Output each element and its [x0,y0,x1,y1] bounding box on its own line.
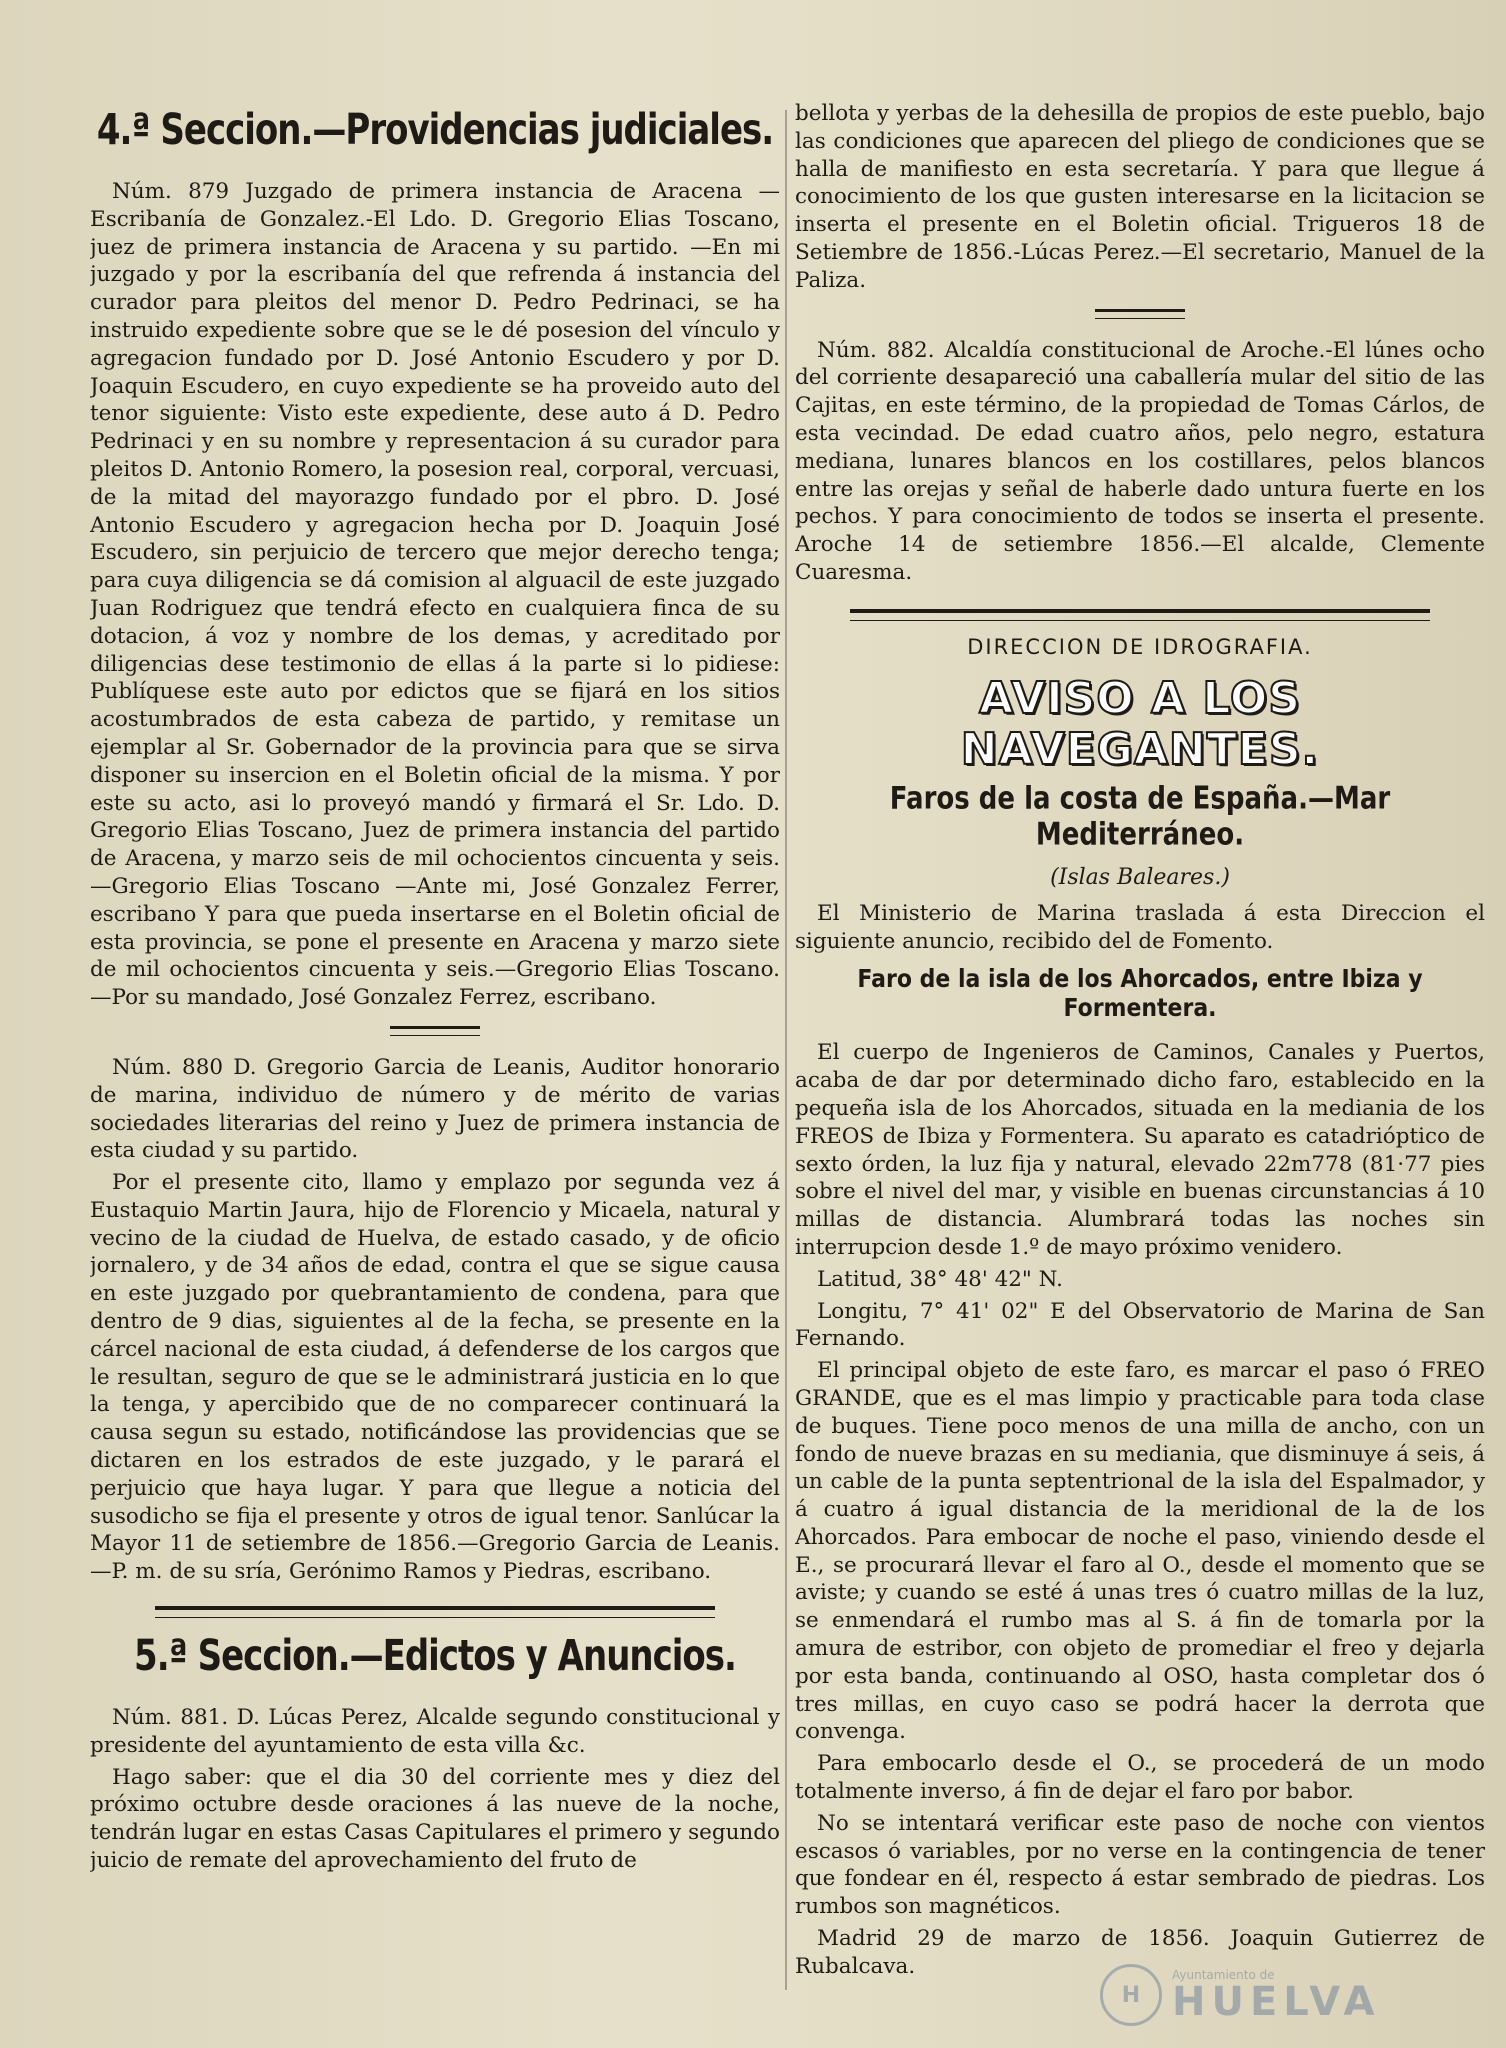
islas-subheading: (Islas Baleares.) [1050,864,1230,890]
short-rule [1095,309,1185,319]
section-4-title: 4.ª Seccion.—Providencias judiciales. [96,105,774,155]
madrid-signature: Madrid 29 de marzo de 1856. Joaquin Gutierrez de Rubalcava. [795,1926,1485,1979]
right-column [795,100,1485,2030]
faros-heading: Faros de la costa de España.—Mar Mediterráneo. [889,780,1391,853]
faro-paragraph-2: El principal objeto de este faro, es marcar el paso ó FREO GRANDE, que es el mas limpio y practicable para toda clase de buques. Tiene poco menos de una milla de ancho, con un fondo de nueve brazas en su mediania, que disminuye á seis, á un cable de la punta septentrional de la isla del Espalmador, y á cuatro á igual distancia de la meridional de la de los Ahorcados. Para embocar de noche el paso, viniendo desde el E., se procurará llevar el faro al O., desde el momento que se aviste; y cuando se esté á unas tres ó cuatro millas de la luz, se enmendará el rumbo mas al S. á fin de tomarla por la amura de estribor, con objeto de promediar el freo y dejarla por esta banda, continuando al OSO, hasta completar dos ó tres millas, en cuyo caso se podrá hacer la derrota que convenga. [795,1358,1485,1745]
watermark-text [1172,1968,1381,2025]
watermark-big: HUELVA [1172,1979,1381,2025]
latitud-line: Latitud, 38° 48' 42" N. [817,1266,1063,1292]
column-divider [785,110,787,1990]
notice-879: Núm. 879 Juzgado de primera instancia de Aracena —Escribanía de Gonzalez.-El Ldo. D. Gregorio Elias Toscano, juez de primera instancia de Aracena y su partido. —En mi juzgado y por la escribanía del que refrenda á instancia del curador para pleitos del menor D. Pedro Pedrinaci, se ha instruido expediente sobre que se le dé posesion del vínculo y agregacion fundado por D. José Antonio Escudero y por D. Joaquin Escudero, en cuyo expediente se ha proveido auto del tenor siguiente: Visto este expediente, dese auto á D. Pedro Pedrinaci y en su nombre y representacion á su curador para pleitos D. Antonio Romero, la posesion real, corporal, vercuasi, de la mitad del mayorazgo fundado por el pbro. D. José Antonio Escudero y agregacion hecha por D. Joaquin José Escudero, sin perjuicio de tercero que mejor derecho tenga; para cuya diligencia se dá comision al alguacil de este juzgado Juan Rodriguez que tendrá efecto en cualquiera finca de su dotacion, á voz y nombre de los demas, y acreditado por diligencias dese testimonio de ellas á la parte si lo pidiese: Publíquese este auto por edictos que se fijará en los sitios acostumbrados de esta cabeza de partido, y remitase un ejemplar al Sr. Gobernador de la provincia para que se sirva disponer su insercion en el Boletin oficial de la misma. Y por este su acto, asi lo proveyó mandó y firmará el Sr. Ldo. D. Gregorio Elias Toscano, Juez de primera instancia del partido de Aracena, y marzo seis de mil ochocientos cincuenta y seis.—Gregorio Elias Toscano —Ante mi, José Gonzalez Ferrer, escribano Y para que pueda insertarse en el Boletin oficial de esta provincia, se pone el presente en Aracena y marzo siete de mil ochocientos cincuenta y seis.—Gregorio Elias Toscano.—Por su mandado, José Gonzalez Ferrez, escribano. [90,179,780,1011]
section-rule [850,609,1430,621]
watermark-small: Ayuntamiento de [1172,1968,1275,1982]
short-rule [390,1026,480,1036]
notice-880-header: Núm. 880 D. Gregorio Garcia de Leanis, Auditor honorario de marina, individuo de número y de mérito de varias sociedades literarias del reino y Juez de primera instancia de esta ciudad y su partido. [90,1054,780,1164]
notice-882: Núm. 882. Alcaldía constitucional de Aroche.-El lúnes ocho del corriente desapareció una caballería mular del sitio de las Cajitas, en este término, de la propiedad de Tomas Cárlos, de esta vecindad. De edad cuatro años, pelo negro, estatura mediana, lunares blancos en los costillares, pelos blancos entre las orejas y señal de haberle dado untura fuerte en los pechos. Y para conocimiento de todos se inserta el presente. Aroche 14 de setiembre 1856.—El alcalde, Clemente Cuaresma. [795,337,1485,585]
faro-paragraph-4: No se intentará verificar este paso de noche con vientos escasos ó variables, por no verse en la contingencia de tener que fondear en él, respecto á estar sembrado de piedras. Los rumbos son magnéticos. [795,1810,1485,1920]
archive-watermark [1100,1960,1480,2030]
direccion-heading: DIRECCION DE IDROGRAFIA. [967,634,1313,659]
notice-881-continued: bellota y yerbas de la dehesilla de propios de este pueblo, bajo las condiciones que aparecen del pliego de condiciones que se halla de manifiesto en esta secretaría. Y para que llegue á conocimiento de los que gusten interesarse en la licitacion se inserta el presente en el Boletin oficial. Trigueros 18 de Setiembre de 1856.-Lúcas Perez.—El secretario, Manuel de la Paliza. [795,101,1485,293]
section-5-title: 5.ª Seccion.—Edictos y Anuncios. [134,1631,736,1682]
longitud-line: Longitu, 7° 41' 02" E del Observatorio de Marina de San Fernando. [795,1298,1485,1352]
faro-paragraph-1: El cuerpo de Ingenieros de Caminos, Canales y Puertos, acaba de dar por determinado dicho faro, establecido en la pequeña isla de los Ahorcados, situada en la mediania de los FREOS de Ibiza y Formentera. Su aparato es catadrióptico de sexto órden, la luz fija y natural, elevado 22m778 (81·77 pies sobre el nivel del mar, y visible en buenas circunstancias á 10 millas de distancia. Alumbrará todas las noches sin interrupcion desde 1.º de mayo próximo venidero. [795,1040,1485,1260]
notice-881-header: Núm. 881. D. Lúcas Perez, Alcalde segundo constitucional y presidente del ayuntamiento de esta villa &c. [90,1705,780,1758]
section-rule [155,1606,715,1618]
aviso-heading: AVISO A LOS NAVEGANTES. [960,672,1320,775]
faro-heading: Faro de la isla de los Ahorcados, entre Ibiza y Formentera. [857,965,1423,1024]
ministerio-paragraph: El Ministerio de Marina traslada á esta Direccion el siguiente anuncio, recibido del de Fomento. [795,900,1485,954]
faro-paragraph-3: Para embocarlo desde el O., se procederá de un modo totalmente inverso, á fin de dejar el faro por babor. [795,1751,1485,1805]
seal-icon: H [1100,1964,1162,2026]
left-column [90,100,780,2030]
notice-880-body: Por el presente cito, llamo y emplazo por segunda vez á Eustaquio Martin Jaura, hijo de Florencio y Micaela, natural y vecino de la ciudad de Huelva, de estado casado, y de oficio jornalero, y de 34 años de edad, contra el que se sigue causa en este juzgado por quebrantamiento de condena, para que dentro de 9 dias, siguientes al de la fecha, se presente en la cárcel nacional de esta ciudad, á defenderse de los cargos que le resultan, seguro de que se le administrará justicia en lo que la tenga, y apercibido que de no comparecer continuará la causa segun su estado, notificándose las providencias que se dictaren en los estrados de este juzgado, y le parará el perjuicio que haya lugar. Y para que llegue a noticia del susodicho se fija el presente y otros de igual tenor. Sanlúcar la Mayor 11 de setiembre de 1856.—Gregorio Garcia de Leanis.—P. m. de su sría, Gerónimo Ramos y Piedras, escribano. [90,1170,780,1585]
notice-881-body: Hago saber: que el dia 30 del corriente mes y diez del próximo octubre desde oraciones á las nueve de la noche, tendrán lugar en estas Casas Capitulares el primero y segundo juicio de remate del aprovechamiento del fruto de [90,1764,780,1874]
